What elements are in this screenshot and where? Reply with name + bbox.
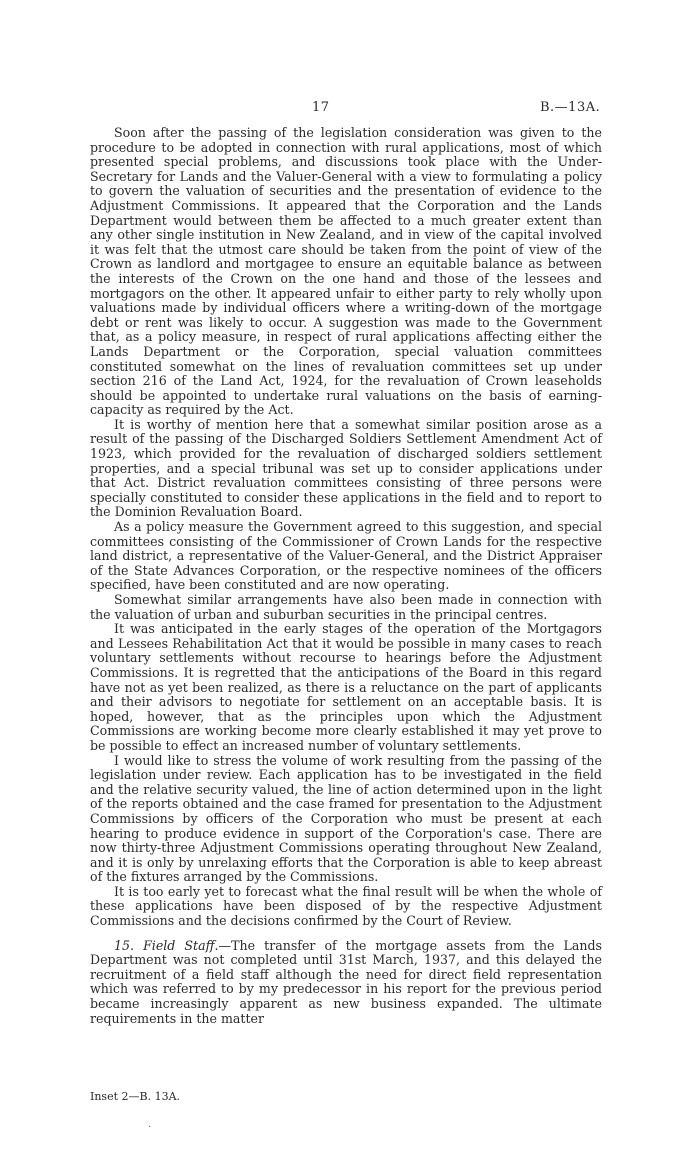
paragraph-discharged-soldiers: It is worthy of mention here that a somewhat similar position arose as a result of the passing of the Discharged Soldiers Settlement Amendment Act of 1923, which provided for the revaluation of discharged soldiers settlement properties, and a special tribunal was set up to consider applications under that Act. District revaluation committees consisting of three persons were specially constituted to consider these applications in the field and to report to the Dominion Revaluation Board. xyxy=(90,416,602,520)
body-text xyxy=(90,126,602,1026)
paragraph-urban-securities: Somewhat similar arrangements have also been made in connection with the valuation of urban and suburban securities in the principal centres. xyxy=(90,592,602,622)
footer-mark: · xyxy=(148,1122,152,1133)
paragraph-field-staff xyxy=(90,939,602,1027)
paragraph-policy-committees: As a policy measure the Government agreed to this suggestion, and special committees consisting of the Commissioner of Crown Lands for the respective land district, a representative of the Valuer-General, and the District Appraiser of the State Advances Corporation, or the respective nominees of the officers specified, have been constituted and are now operating. xyxy=(90,519,602,593)
paragraph-voluntary-settlements: It was anticipated in the early stages of the operation of the Mortgagors and Lessees Rehabilitation Act that it would be possible in many cases to reach voluntary settlements without recourse to hearings before the Adjustment Commissions. It is regretted that the anticipations of the Board in this regard have not as yet been realized, as there is a reluctance on the part of applicants and their advisors to negotiate for settlement on an acceptable basis. It is hoped, however, that as the principles upon which the Adjustment Commissions are working become more clearly established it may yet prove to be possible to effect an increased number of voluntary settlements. xyxy=(90,621,602,753)
paragraph-valuation-procedure: Soon after the passing of the legislation consideration was given to the procedure to be adopted in connection with rural applications, most of which presented special problems, and discussions took place with the Under-Secretary for Lands and the Valuer-General with a view to formulating a policy to govern the valuation of securities and the presentation of evidence to the Adjustment Commissions. It appeared that the Corporation and the Lands Department would between them be affected to a much greater extent than any other single institution in New Zealand, and in view of the capital involved it was felt that the utmost care should be taken from the point of view of the Crown as landlord and mortgagee to ensure an equitable balance as between the interests of the Crown on the one hand and those of the lessees and mortgagors on the other. It appeared unfair to either party to rely wholly upon valuations made by individual officers where a writing-down of the mortgage debt or rent was likely to occur. A suggestion was made to the Government that, as a policy measure, in respect of rural applications affecting either the Lands Department or the Corporation, special valuation committees constituted somewhat on the lines of revaluation committees set up under section 216 of the Land Act, 1924, for the revaluation of Crown leaseholds should be appointed to undertake rural valuations on the basis of earning-capacity as required by the Act. xyxy=(90,125,602,418)
paragraph-volume-of-work: I would like to stress the volume of work resulting from the passing of the legislation under review. Each application has to be investigated in the field and the relative security valued, the line of action determined upon in the light of the reports obtained and the case framed for presentation to the Adjustment Commissions by officers of the Corporation who must be present at each hearing to produce evidence in support of the Corporation's case. There are now thirty-three Adjustment Commissions operating throughout New Zealand, and it is only by unrelaxing efforts that the Corporation is able to keep abreast of the fixtures arranged by the Commissions. xyxy=(90,752,602,885)
document-reference: B.—13A. xyxy=(540,100,601,115)
page-number: 17 xyxy=(312,100,330,115)
section-heading-field-staff: 15. Field Staff. xyxy=(114,937,219,953)
footer-inset-label: Inset 2—B. 13A. xyxy=(90,1090,181,1103)
section-text-field-staff: —The transfer of the mortgage assets from the Lands Department was not completed until 31st March, 1937, and this delayed the recruitment of a field staff although the need for direct field representation which was referred to by my predecessor in his report for the previous period became increasingly apparent as new business expanded. The ultimate requirements in the matter xyxy=(90,937,603,1026)
paragraph-final-result: It is too early yet to forecast what the final result will be when the whole of these applications have been disposed of by the respective Adjustment Commissions and the decisions confirmed by the Court of Review. xyxy=(90,883,602,929)
